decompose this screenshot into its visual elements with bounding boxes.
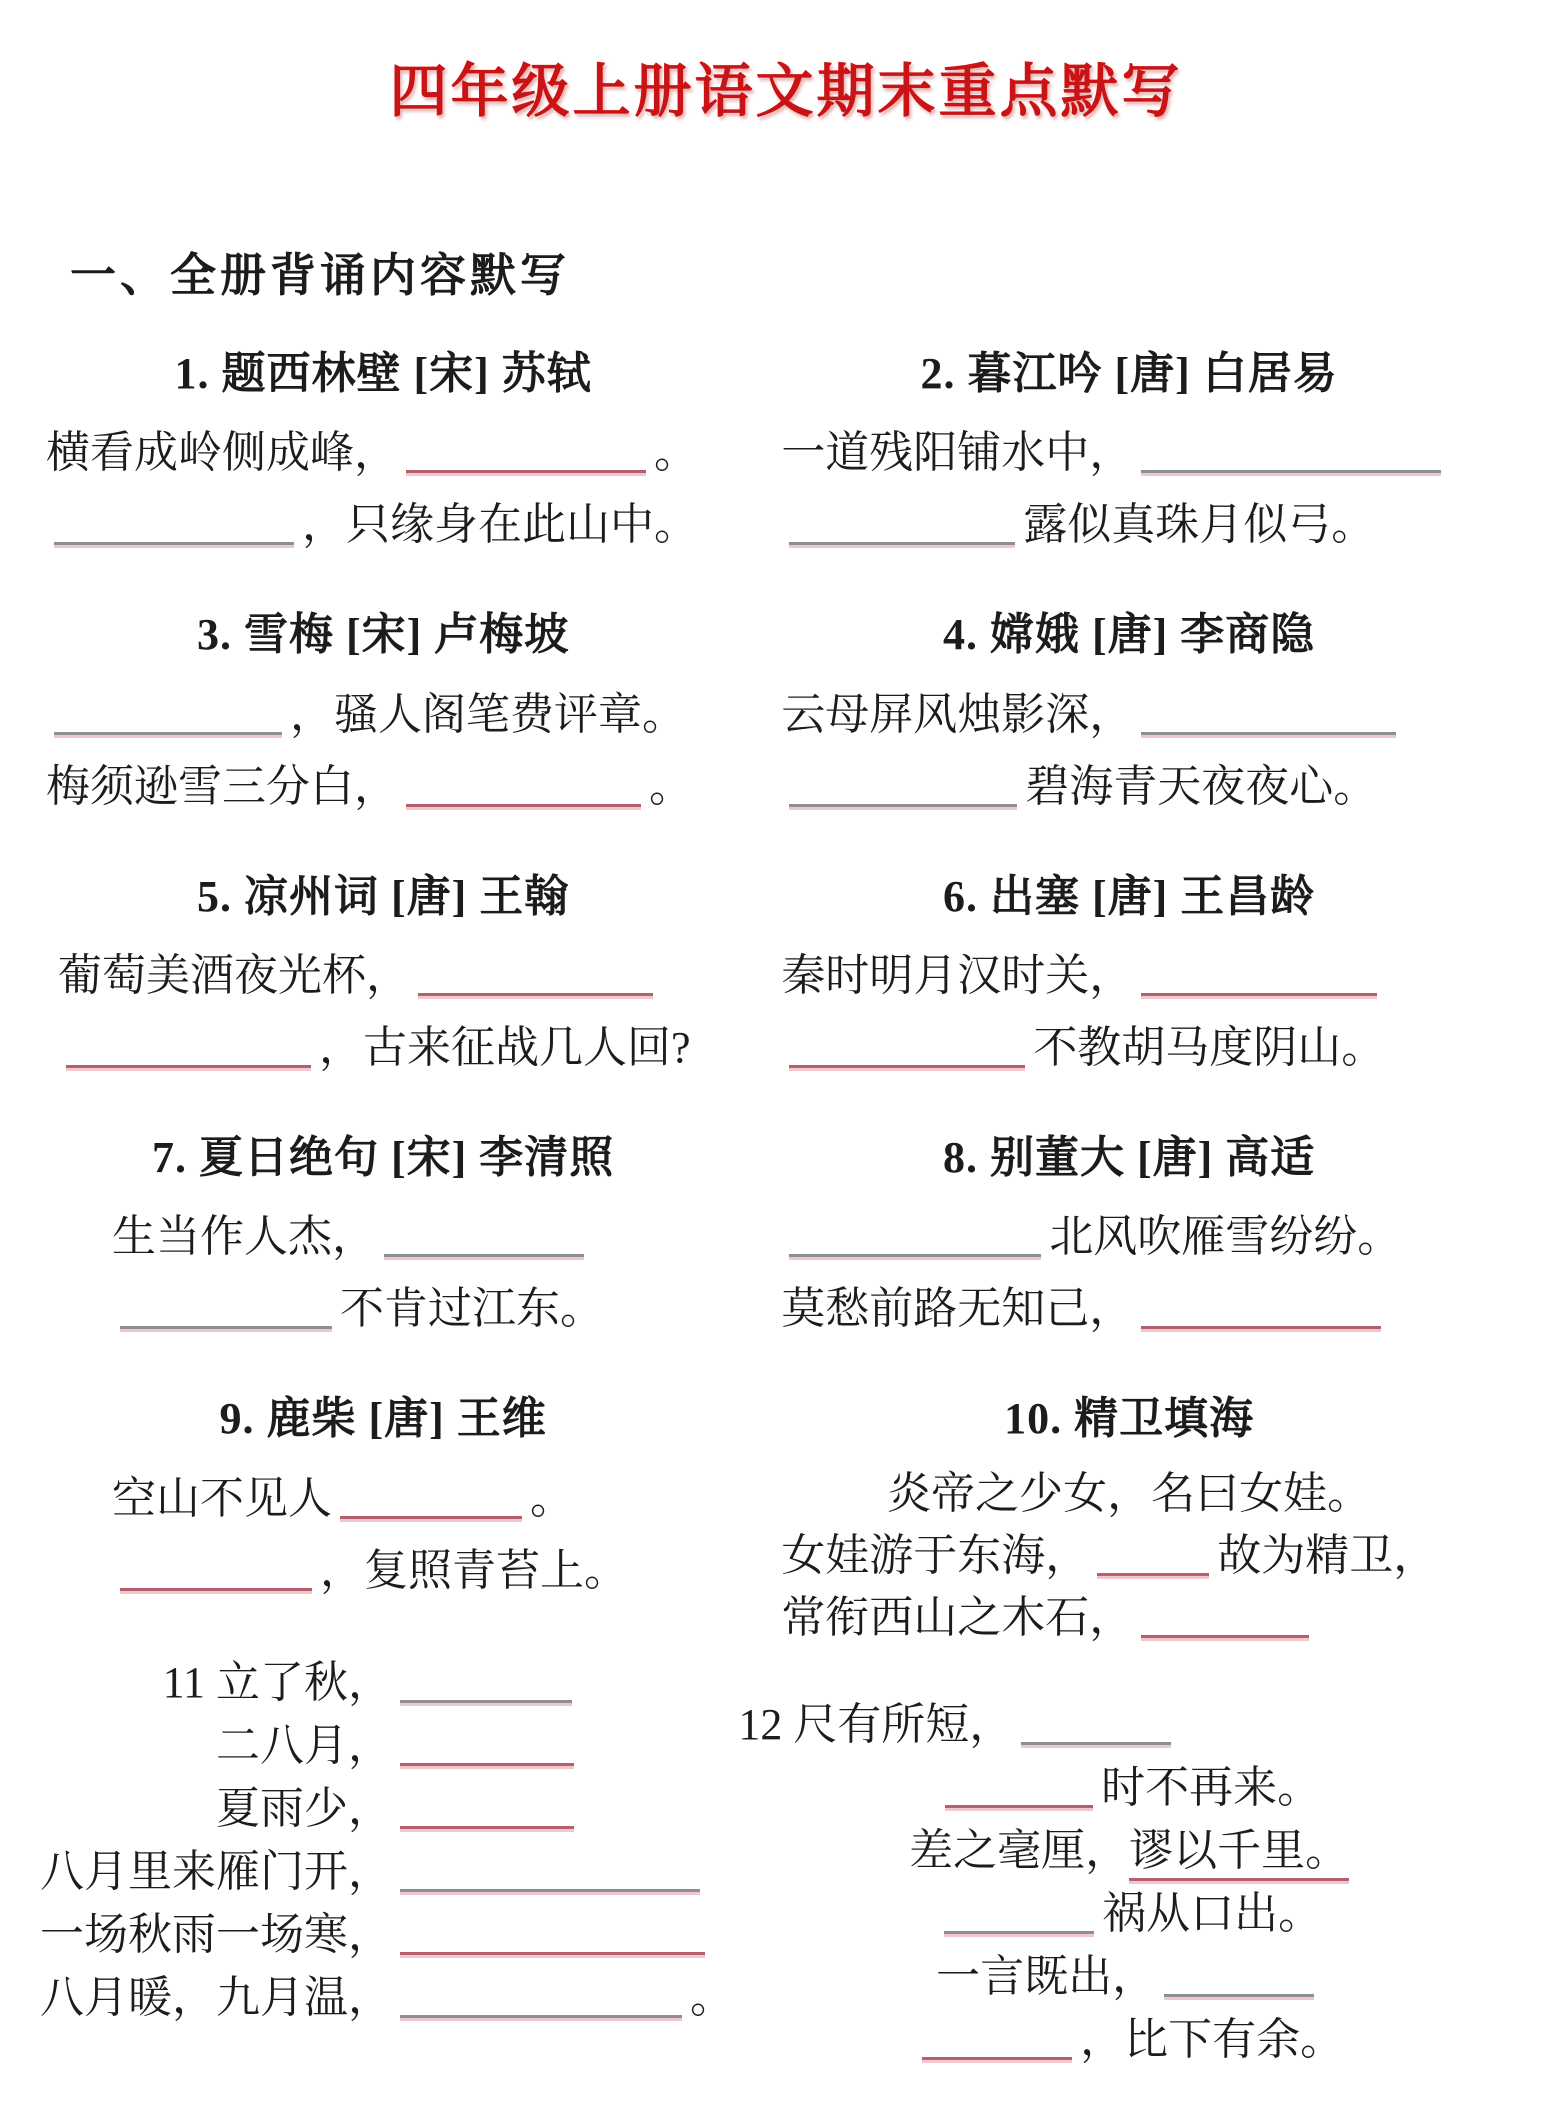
poem-3-line-2 bbox=[40, 751, 726, 823]
poem-5 bbox=[40, 867, 726, 1084]
poem-text: 横看成岭侧成峰， bbox=[46, 428, 398, 478]
fill-in-blank bbox=[1141, 986, 1377, 996]
poem-6-line-1 bbox=[726, 940, 1532, 1012]
fill-in-blank bbox=[922, 2050, 1072, 2060]
fill-in-blank bbox=[944, 1924, 1094, 1934]
poem-7-line-1 bbox=[40, 1201, 726, 1273]
poem-text: 差之毫厘， bbox=[909, 1825, 1130, 1875]
fill-in-blank bbox=[54, 725, 282, 735]
item-12-line-4 bbox=[726, 1882, 1532, 1945]
poem-7-line-2 bbox=[40, 1273, 726, 1345]
poem-text: 一言既出， bbox=[936, 1951, 1157, 2001]
item-12-line-2 bbox=[726, 1756, 1532, 1819]
poem-4-heading: 4. 嫦娥 [唐] 李商隐 bbox=[942, 610, 1316, 660]
poem-8 bbox=[726, 1128, 1532, 1345]
poem-text: ，古来征战几人回? bbox=[319, 1023, 691, 1073]
fill-in-blank bbox=[120, 1581, 312, 1591]
poem-6 bbox=[726, 867, 1532, 1084]
item-12 bbox=[726, 1693, 1532, 2071]
poem-text: ，只缘身在此山中。 bbox=[302, 500, 698, 550]
poem-text: 碧海青天夜夜心。 bbox=[1025, 761, 1378, 811]
fill-in-blank bbox=[945, 1798, 1093, 1808]
poem-text: 秦时明月汉时关， bbox=[781, 951, 1134, 1001]
item-11-line-4 bbox=[40, 1840, 726, 1903]
fill-in-blank bbox=[340, 1509, 522, 1519]
poem-text: ，骚人阁笔费评章。 bbox=[290, 689, 686, 739]
worksheet-columns bbox=[40, 344, 1532, 2115]
poem-10-line-1 bbox=[726, 1463, 1532, 1525]
poem-6-line-2 bbox=[726, 1012, 1532, 1084]
poem-text: 空山不见人 bbox=[112, 1473, 332, 1523]
fill-in-blank bbox=[384, 1247, 584, 1257]
poem-1-line-1 bbox=[40, 417, 726, 489]
item-12-line-6 bbox=[726, 2008, 1532, 2071]
poem-text: 葡萄美酒夜光杯， bbox=[58, 951, 410, 1001]
section-heading: 一、全册背诵内容默写 bbox=[70, 250, 570, 302]
poem-5-heading: 5. 凉州词 [唐] 王翰 bbox=[197, 871, 570, 921]
poem-text: 祸从口出。 bbox=[1102, 1888, 1323, 1938]
poem-text: 时不再来。 bbox=[1101, 1762, 1322, 1812]
poem-text: 北风吹雁雪纷纷。 bbox=[1049, 1212, 1402, 1262]
poem-text: 八月暖，九月温， bbox=[40, 1972, 392, 2022]
poem-8-heading: 8. 别董大 [唐] 高适 bbox=[942, 1133, 1316, 1183]
poem-9-heading: 9. 鹿柴 [唐] 王维 bbox=[219, 1394, 547, 1444]
poem-2 bbox=[726, 344, 1532, 561]
poem-text: 11 立了秋， bbox=[162, 1657, 392, 1707]
poem-1-line-2 bbox=[40, 489, 726, 561]
poem-4-line-2 bbox=[726, 751, 1532, 823]
poem-10 bbox=[726, 1389, 1532, 1648]
poem-text: 梅须逊雪三分白， bbox=[46, 761, 398, 811]
poem-text: 女娃游于东海， bbox=[781, 1530, 1090, 1580]
poem-5-line-2 bbox=[40, 1012, 726, 1084]
fill-in-blank bbox=[400, 1693, 572, 1703]
poem-text: 炎帝之少女，名曰女娃。 bbox=[887, 1468, 1372, 1518]
fill-in-blank bbox=[789, 1058, 1025, 1068]
poem-10-line-2 bbox=[726, 1525, 1532, 1587]
fill-in-blank bbox=[789, 1247, 1041, 1257]
left-column bbox=[40, 344, 734, 2115]
poem-1-heading: 1. 题西林壁 [宋] 苏轼 bbox=[174, 348, 592, 398]
fill-in-blank bbox=[120, 1319, 332, 1329]
fill-in-blank bbox=[400, 1756, 574, 1766]
fill-in-blank bbox=[406, 463, 646, 473]
poem-4 bbox=[726, 605, 1532, 822]
item-11-line-6 bbox=[40, 1966, 734, 2029]
poem-10-line-3 bbox=[726, 1587, 1532, 1649]
poem-3 bbox=[40, 605, 726, 822]
poem-text: 一场秋雨一场寒， bbox=[40, 1909, 392, 1959]
poem-8-line-2 bbox=[726, 1273, 1532, 1345]
poem-text: ，比下有余。 bbox=[1080, 2014, 1345, 2064]
item-11-line-1 bbox=[40, 1651, 726, 1714]
poem-text: 莫愁前路无知己， bbox=[781, 1284, 1134, 1334]
poem-9-line-2 bbox=[40, 1535, 726, 1607]
answered-text: 谬以千里。 bbox=[1129, 1826, 1349, 1881]
fill-in-blank bbox=[400, 2008, 682, 2018]
poem-2-line-1 bbox=[726, 417, 1532, 489]
poem-text: 八月里来雁门开， bbox=[40, 1846, 392, 1896]
fill-in-blank bbox=[789, 797, 1017, 807]
poem-9-line-1 bbox=[40, 1463, 726, 1535]
poem-text: 。 bbox=[530, 1473, 574, 1523]
fill-in-blank bbox=[1141, 463, 1441, 473]
fill-in-blank bbox=[400, 1945, 705, 1955]
right-column bbox=[726, 344, 1532, 2115]
fill-in-blank bbox=[54, 535, 294, 545]
fill-in-blank bbox=[406, 797, 641, 807]
poem-8-line-1 bbox=[726, 1201, 1532, 1273]
poem-9 bbox=[40, 1389, 726, 1606]
poem-text: 一道残阳铺水中， bbox=[781, 428, 1134, 478]
poem-text: 。 bbox=[690, 1972, 734, 2022]
fill-in-blank bbox=[1097, 1566, 1209, 1576]
item-11-line-5 bbox=[40, 1903, 726, 1966]
poem-7 bbox=[40, 1128, 726, 1345]
fill-in-blank bbox=[1141, 1628, 1309, 1638]
fill-in-blank bbox=[400, 1882, 700, 1892]
fill-in-blank bbox=[418, 986, 653, 996]
poem-2-line-2 bbox=[726, 489, 1532, 561]
poem-text: 。 bbox=[654, 428, 698, 478]
fill-in-blank bbox=[789, 535, 1015, 545]
poem-3-heading: 3. 雪梅 [宋] 卢梅坡 bbox=[197, 610, 570, 660]
poem-10-heading: 10. 精卫填海 bbox=[1004, 1394, 1255, 1444]
poem-4-line-1 bbox=[726, 679, 1532, 751]
item-12-line-3 bbox=[726, 1819, 1532, 1882]
poem-text: 露似真珠月似弓。 bbox=[1023, 500, 1376, 550]
poem-1 bbox=[40, 344, 726, 561]
fill-in-blank bbox=[1164, 1987, 1314, 1997]
poem-text: 12 尺有所短， bbox=[738, 1699, 1014, 1749]
poem-2-heading: 2. 暮江吟 [唐] 白居易 bbox=[920, 348, 1338, 398]
poem-text: ，复照青苔上。 bbox=[320, 1545, 628, 1595]
poem-text: 夏雨少， bbox=[216, 1783, 392, 1833]
poem-text: 不教胡马度阴山。 bbox=[1033, 1023, 1386, 1073]
poem-text: 故为精卫， bbox=[1217, 1530, 1438, 1580]
fill-in-blank bbox=[1141, 725, 1396, 735]
item-12-line-5 bbox=[726, 1945, 1532, 2008]
fill-in-blank bbox=[1021, 1735, 1171, 1745]
poem-text: 生当作人杰， bbox=[112, 1212, 376, 1262]
fill-in-blank bbox=[66, 1058, 311, 1068]
item-11-line-2 bbox=[40, 1714, 726, 1777]
poem-text: 云母屏风烛影深， bbox=[781, 689, 1134, 739]
poem-7-heading: 7. 夏日绝句 [宋] 李清照 bbox=[152, 1133, 615, 1183]
poem-6-heading: 6. 出塞 [唐] 王昌龄 bbox=[942, 871, 1316, 921]
item-11 bbox=[40, 1651, 734, 2029]
poem-text: 常衔西山之木石， bbox=[781, 1592, 1134, 1642]
page-title: 四年级上册语文期末重点默写 bbox=[389, 59, 1183, 124]
poem-text: 。 bbox=[649, 761, 693, 811]
poem-text: 不肯过江东。 bbox=[340, 1284, 604, 1334]
poem-5-line-1 bbox=[40, 940, 726, 1012]
item-12-line-1 bbox=[726, 1693, 1532, 1756]
poem-3-line-1 bbox=[40, 679, 726, 751]
fill-in-blank bbox=[400, 1819, 574, 1829]
fill-in-blank bbox=[1141, 1319, 1381, 1329]
item-11-line-3 bbox=[40, 1777, 726, 1840]
poem-text: 二八月， bbox=[216, 1720, 392, 1770]
